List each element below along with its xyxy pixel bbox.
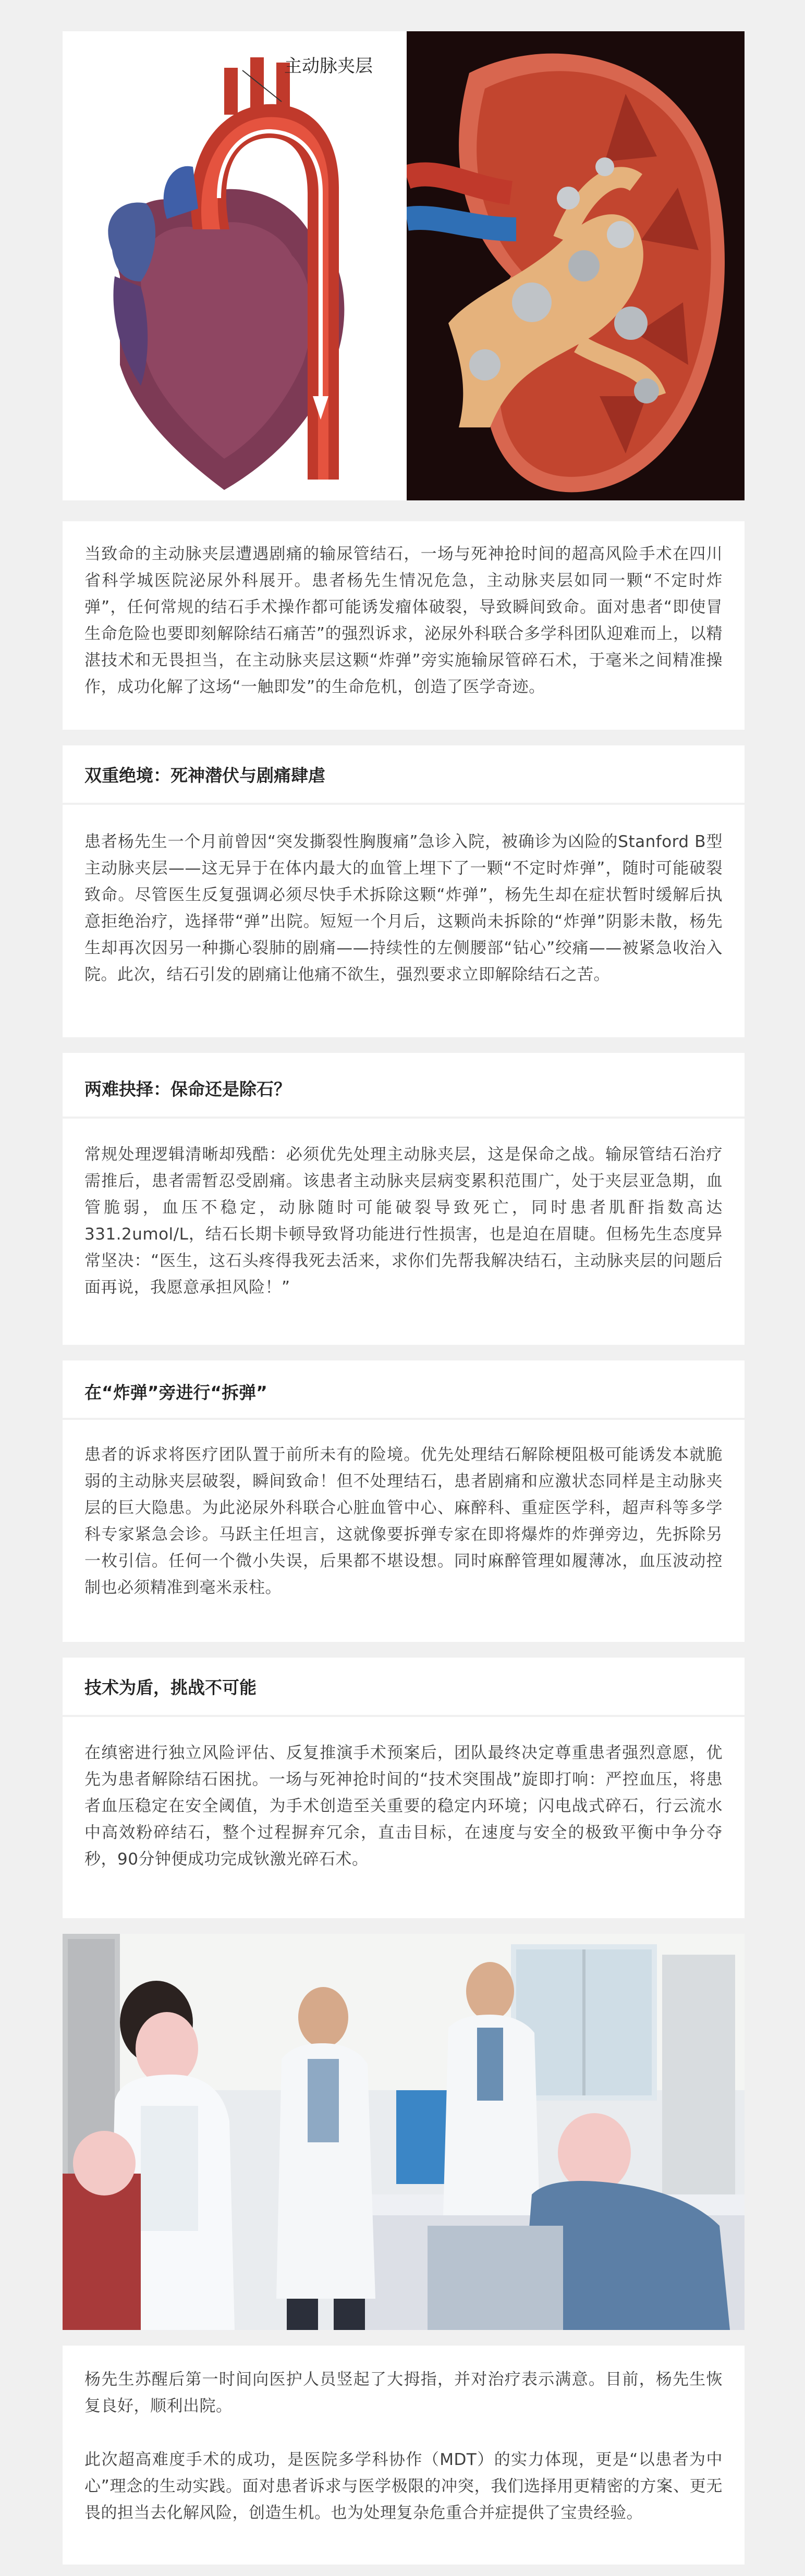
- section-4-heading: 技术为盾，挑战不可能: [84, 1677, 257, 1698]
- heart-label: 主动脉夹层: [284, 56, 373, 77]
- heart-aortic-dissection-illustration: [63, 31, 400, 500]
- section-2-text: 常规处理逻辑清晰却残酷：必须优先处理主动脉夹层，这是保命之战。输尿管结石治疗需推后，患者需暂忍受剧痛。该患者主动脉夹层病变累积范围广，处于夹层亚急期，血管脆弱，血压不稳定，动脉随时可能破裂导致死亡，同时患者肌酐指数高达331.2umol/L，结石长期卡顿导致肾功能进行性损害，也是迫在眉睫。但杨先生态度异常坚决：“医生，这石头疼得我死去活来，求你们先帮我解决结石，主动脉夹层的问题后面再说，我愿意承担风险！”: [84, 1145, 723, 1297]
- top-figure-panel: [63, 31, 745, 500]
- section-2-divider: [63, 1117, 745, 1119]
- section-1-text: 患者杨先生一个月前曾因“突发撕裂性胸腹痛”急诊入院，被确诊为凶险的Stanford B型主动脉夹层——这无异于在体内最大的血管上埋下了一颗“不定时炸弹”，随时可能破裂致命。尽管医生反复强调必须尽快手术拆除这颗“炸弹”，杨先生却在症状暂时缓解后执意拒绝治疗，选择带“弹”出院。短短一个月后，这颗尚未拆除的“炸弹”阴影未散，杨先生却再次因另一种撕心裂肺的剧痛——持续性的左侧腰部“钻心”绞痛——被紧急收治入院。此次，结石引发的剧痛让他痛不欲生，强烈要求立即解除结石之苦。: [84, 832, 723, 984]
- section-3-heading: 在“炸弹”旁进行“拆弹”: [84, 1382, 267, 1403]
- section-4-text: 在缜密进行独立风险评估、反复推演手术预案后，团队最终决定尊重患者强烈意愿，优先为患者解除结石困扰。一场与死神抢时间的“技术突围战”旋即打响：严控血压，将患者血压稳定在安全阈值，为手术创造至关重要的稳定内环境；闪电战式碎石，行云流水中高效粉碎结石，整个过程摒弃冗余，直击目标，在速度与安全的极致平衡中争分夺秒，90分钟便成功完成钬激光碎石术。: [84, 1744, 723, 1869]
- section-3-card: [63, 1360, 745, 1642]
- section-2-card: [63, 1053, 745, 1345]
- section-4-card: [63, 1658, 745, 1918]
- kidney-stone-illustration: [407, 31, 745, 500]
- section-1-heading: 双重绝境：死神潜伏与剧痛肆虐: [84, 765, 325, 786]
- intro-card: [63, 521, 745, 730]
- section-1-divider: [63, 803, 745, 805]
- section-3-text: 患者的诉求将医疗团队置于前所未有的险境。优先处理结石解除梗阻极可能诱发本就脆弱的主动脉夹层破裂，瞬间致命！但不处理结石，患者剧痛和应激状态同样是主动脉夹层的巨大隐患。为此泌尿外科联合心脏血管中心、麻醉科、重症医学科，超声科等多学科专家紧急会诊。马跃主任坦言，这就像要拆弹专家在即将爆炸的炸弹旁边，先拆除另一枚引信。任何一个微小失误，后果都不堪设想。同时麻醉管理如履薄冰，血压波动控制也必须精准到毫米汞柱。: [84, 1445, 723, 1597]
- closing-text-1: 杨先生苏醒后第一时间向医护人员竖起了大拇指，并对治疗表示满意。目前，杨先生恢复良好，顺利出院。: [84, 2370, 723, 2415]
- closing-card: [63, 2346, 745, 2565]
- section-1-card: [63, 745, 745, 1037]
- section-4-divider: [63, 1715, 745, 1717]
- ward-visit-photo: [63, 1934, 745, 2330]
- closing-text-2: 此次超高难度手术的成功，是医院多学科协作（MDT）的实力体现，更是“以患者为中心”理念的生动实践。面对患者诉求与医学极限的冲突，我们选择用更精密的方案、更无畏的担当去化解风险，创造生机。也为处理复杂危重合并症提供了宝贵经验。: [84, 2450, 723, 2522]
- section-2-heading: 两难抉择：保命还是除石？: [84, 1079, 291, 1099]
- intro-text: 当致命的主动脉夹层遭遇剧痛的输尿管结石，一场与死神抢时间的超高风险手术在四川省科学城医院泌尿外科展开。患者杨先生情况危急，主动脉夹层如同一颗“不定时炸弹”，任何常规的结石手术操作都可能诱发瘤体破裂，导致瞬间致命。面对患者“即使冒生命危险也要即刻解除结石痛苦”的强烈诉求，泌尿外科联合多学科团队迎难而上，以精湛技术和无畏担当，在主动脉夹层这颗“炸弹”旁实施输尿管碎石术，于毫米之间精准操作，成功化解了这场“一触即发”的生命危机，创造了医学奇迹。: [84, 545, 723, 696]
- section-3-divider: [63, 1418, 745, 1420]
